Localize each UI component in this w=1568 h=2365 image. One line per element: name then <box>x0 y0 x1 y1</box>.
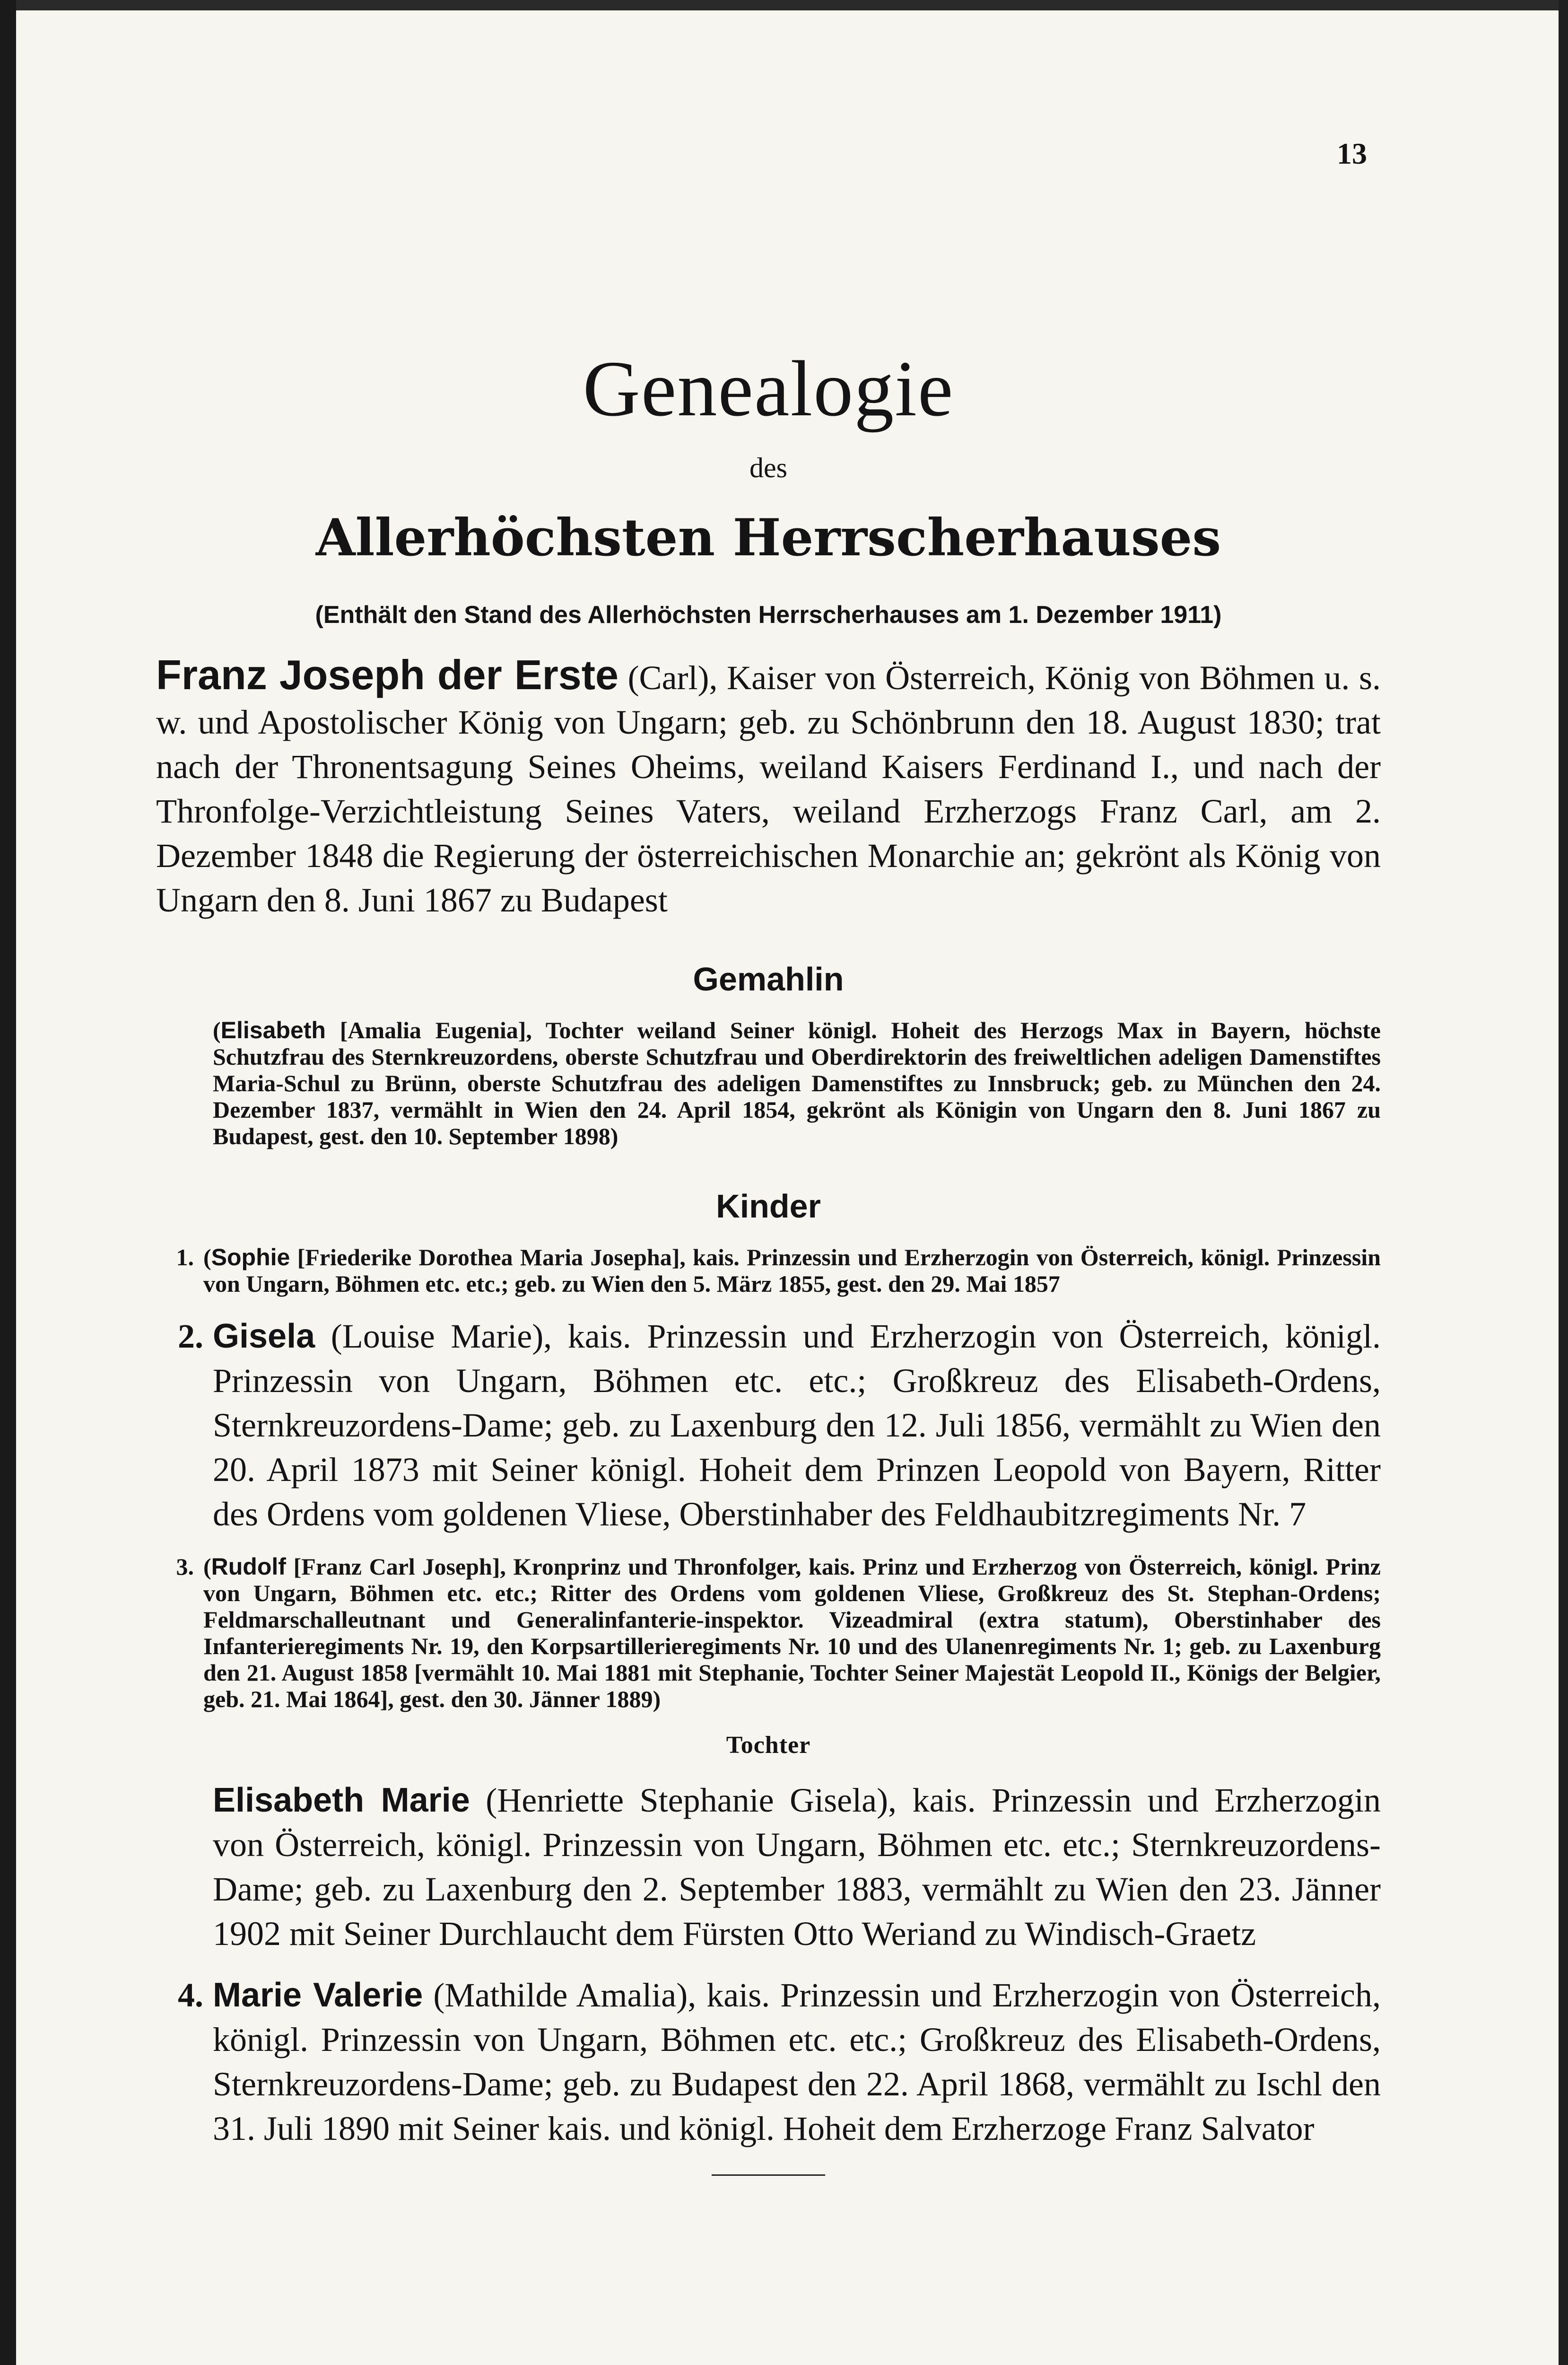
children-heading: Kinder <box>716 1187 821 1225</box>
child-number: 4. <box>178 1976 203 2014</box>
scan-edge-right <box>1559 0 1568 2365</box>
daughter-heading: Tochter <box>726 1731 811 1759</box>
page-number: 13 <box>1337 137 1367 170</box>
child-name: Sophie <box>211 1244 290 1270</box>
child-description: (Mathilde Amalia), kais. Prinzessin und Erzherzogin von Österreich, königl. Prinzessin von Ungarn, Böhmen etc. etc.; Großkreuz des Elisabeth-Ordens, Sternkreuzordens-Dame; geb. zu Budapest den 22. April 1868, vermählt zu Ischl den 31. Juli 1890 mit Seiner kais. und königl. Hoheit dem Erzherzoge Franz Salvator <box>213 1976 1381 2147</box>
emperor-name: Franz Joseph der Erste <box>156 651 618 698</box>
child-name: Marie Valerie <box>213 1976 423 2014</box>
granddaughter-text: (Henriette Stephanie Gisela), kais. Prinzessin und Erzherzogin von Österreich, königl. Prinzessin von Ungarn, Böhmen etc. etc.; Sternkreuzordens-Dame; geb. zu Laxenburg den 2. September 1883, vermählt zu Wien den 23. Jänner 1902 mit Seiner Durchlaucht dem Fürsten Otto Weriand zu Windisch-Graetz <box>213 1781 1381 1953</box>
emperor-text: (Carl), Kaiser von Österreich, König von Böhmen u. s. w. und Apostolischer König von Ungarn; geb. zu Schönbrunn den 18. August 1830; trat nach der Thronentsagung Seines Oheims, weiland Kaisers Ferdinand I., und nach der Thronfolge-Verzichtleistung Seines Vaters, weiland Erzherzogs Franz Carl, am 2. Dezember 1848 die Regierung der österreichischen Monarchie an; gekrönt als König von Ungarn den 8. Juni 1867 zu Budapest <box>156 658 1381 919</box>
child-open-paren: ( <box>203 1244 211 1270</box>
child-description: (Louise Marie), kais. Prinzessin und Erzherzogin von Österreich, königl. Prinzessin von Ungarn, Böhmen etc. etc.; Großkreuz des Elisabeth-Ordens, Sternkreuzordens-Dame; geb. zu Laxenburg den 12. Juli 1856, vermählt zu Wien den 20. April 1873 mit Seiner königl. Hoheit dem Prinzen Leopold von Bayern, Ritter des Ordens vom goldenen Vliese, Oberstinhaber des Feldhaubitzregiments Nr. 7 <box>213 1317 1381 1533</box>
child-text <box>213 1973 1381 2151</box>
status-note: (Enthält den Stand des Allerhöchsten Herrscherhauses am 1. Dezember 1911) <box>315 601 1222 629</box>
house-title: Allerhöchsten Herrscherhauses <box>315 508 1221 568</box>
child-entry-2 <box>156 1314 1381 1536</box>
spouse-name: Elisabeth <box>220 1016 326 1043</box>
page-title: Genealogie <box>583 345 954 433</box>
spouse-text: [Amalia Eugenia], Tochter weiland Seiner königl. Hoheit des Herzogs Max in Bayern, höchste Schutzfrau des Sternkreuzordens, oberste Schutzfrau und Oberdirektorin des freiweltlichen adeligen Damenstiftes Maria-Schul zu Brünn, oberste Schutzfrau des adeligen Damenstiftes zu Innsbruck; geb. zu München den 24. Dezember 1837, vermählt in Wien den 24. April 1854, gekrönt als Königin von Ungarn den 8. Juni 1867 zu Budapest, gest. den 10. September 1898) <box>213 1016 1381 1149</box>
child-entry-4 <box>156 1973 1381 2151</box>
child-text <box>213 1314 1381 1536</box>
closing-rule <box>712 2174 825 2176</box>
child-description: [Friederike Dorothea Maria Josepha], kais. Prinzessin und Erzherzogin von Österreich, königl. Prinzessin von Ungarn, Böhmen etc. etc.; geb. zu Wien den 5. März 1855, gest. den 29. Mai 1857 <box>203 1244 1381 1297</box>
child-description: [Franz Carl Joseph], Kronprinz und Thronfolger, kais. Prinz und Erzherzog von Österreich, königl. Prinz von Ungarn, Böhmen etc. etc.; Ritter des Ordens vom goldenen Vliese, Großkreuz des St. Stephan-Ordens; Feldmarschalleutnant und Generalinfanterie-inspektor. Vizeadmiral (extra statum), Oberstinhaber des Infanterieregiments Nr. 19, den Korpsartillerieregiments Nr. 10 und des Ulanenregiments Nr. 1; geb. zu Laxenburg den 21. August 1858 [vermählt 10. Mai 1881 mit Stephanie, Tochter Seiner Majestät Leopold II., Königs der Belgier, geb. 21. Mai 1864], gest. den 30. Jänner 1889) <box>203 1553 1381 1712</box>
spouse-heading: Gemahlin <box>693 960 844 998</box>
child-name: Gisela <box>213 1317 315 1355</box>
child-number: 2. <box>178 1317 203 1355</box>
child-number: 1. <box>176 1244 194 1270</box>
child-entry-1 <box>156 1244 1381 1297</box>
child-text <box>203 1553 1381 1712</box>
spouse-entry <box>213 1017 1381 1149</box>
child-entry-3 <box>156 1553 1381 1712</box>
child-name: Rudolf <box>211 1553 286 1580</box>
title-connector: des <box>749 452 787 483</box>
emperor-entry <box>156 653 1381 922</box>
child-number: 3. <box>176 1553 194 1580</box>
page-content <box>156 345 1381 2176</box>
scan-edge-left <box>0 0 16 2365</box>
granddaughter-entry <box>213 1778 1381 1956</box>
scan-edge-top <box>0 0 1568 10</box>
spouse-open-paren: ( <box>213 1016 221 1043</box>
child-open-paren: ( <box>203 1553 211 1580</box>
granddaughter-name: Elisabeth Marie <box>213 1781 470 1819</box>
child-text <box>203 1244 1381 1297</box>
